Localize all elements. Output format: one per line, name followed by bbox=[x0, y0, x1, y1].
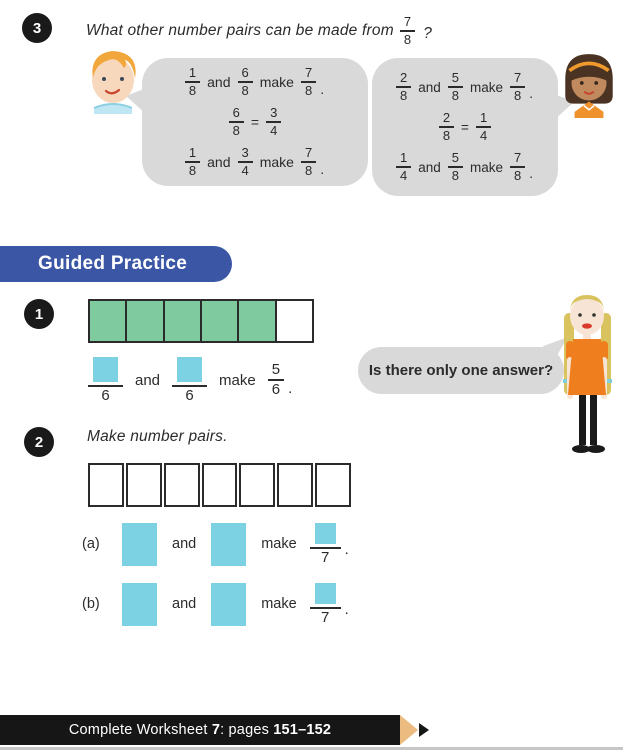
guided-practice-banner bbox=[0, 246, 232, 282]
fraction-denominator: 7 bbox=[321, 548, 330, 566]
bubble-tail-left bbox=[126, 88, 146, 114]
footer-text bbox=[69, 722, 331, 738]
text: . bbox=[320, 160, 325, 177]
fraction bbox=[448, 71, 463, 102]
answer-box[interactable] bbox=[122, 523, 157, 566]
fraction-denominator: 4 bbox=[270, 123, 278, 138]
fraction-denominator: 8 bbox=[399, 88, 408, 103]
fraction-numerator: 3 bbox=[266, 106, 281, 123]
footer-text-segment: Complete Worksheet bbox=[68, 722, 212, 738]
row-equation bbox=[116, 583, 349, 626]
bar-cell bbox=[202, 463, 238, 507]
bar-cell bbox=[127, 301, 164, 341]
fraction-denominator: 6 bbox=[185, 386, 194, 404]
pencil-point-icon bbox=[419, 723, 429, 737]
text: . bbox=[344, 602, 349, 618]
fraction bbox=[396, 151, 411, 182]
bar-cell bbox=[164, 463, 200, 507]
fraction-numerator bbox=[172, 357, 207, 387]
fraction-numerator bbox=[310, 583, 341, 609]
fraction bbox=[301, 66, 316, 97]
fraction-numerator bbox=[310, 523, 341, 549]
text: . bbox=[529, 166, 533, 181]
fraction bbox=[510, 71, 525, 102]
bar-cell bbox=[90, 301, 127, 341]
fraction bbox=[185, 146, 200, 177]
fraction-denominator: 8 bbox=[232, 123, 240, 138]
fraction bbox=[476, 111, 491, 142]
item-1-equation bbox=[84, 356, 292, 404]
answer-fraction bbox=[310, 523, 341, 566]
text: = bbox=[250, 114, 260, 130]
fraction bbox=[268, 362, 284, 398]
speech-bubble-girl bbox=[372, 58, 558, 196]
bar-cell bbox=[239, 463, 275, 507]
fraction-bar-sixths bbox=[88, 299, 314, 343]
bubble-line bbox=[376, 107, 554, 147]
fraction-numerator: 7 bbox=[301, 146, 316, 163]
fraction-denominator: 4 bbox=[241, 163, 249, 178]
fraction-denominator: 6 bbox=[101, 386, 110, 404]
fraction-denominator: 8 bbox=[188, 163, 197, 178]
fraction-denominator: 8 bbox=[403, 32, 412, 47]
text: make bbox=[261, 536, 297, 552]
bubble-line bbox=[148, 102, 362, 142]
fraction-numerator: 1 bbox=[185, 66, 200, 83]
text: . bbox=[320, 80, 325, 97]
text: . bbox=[344, 542, 349, 558]
fraction-denominator: 8 bbox=[442, 128, 451, 143]
fraction-denominator: 8 bbox=[514, 88, 522, 103]
fraction bbox=[238, 146, 253, 177]
fraction-numerator: 6 bbox=[229, 106, 244, 123]
fraction-numerator: 7 bbox=[510, 151, 525, 168]
fraction-numerator: 2 bbox=[396, 71, 411, 88]
footer-text-segment: 151–152 bbox=[273, 722, 332, 738]
fraction bbox=[448, 151, 463, 182]
text: ? bbox=[423, 25, 433, 42]
fraction-denominator: 8 bbox=[188, 83, 197, 98]
question-3-badge: 3 bbox=[22, 13, 52, 43]
answer-box[interactable] bbox=[177, 357, 202, 382]
fraction-numerator: 6 bbox=[238, 66, 253, 83]
text: and bbox=[207, 74, 231, 90]
girl-avatar bbox=[557, 52, 621, 118]
fraction bbox=[439, 111, 454, 142]
hint-bubble bbox=[358, 347, 564, 394]
text: and bbox=[135, 371, 161, 389]
fraction bbox=[301, 146, 316, 177]
fraction-numerator: 3 bbox=[238, 146, 253, 163]
item-2-badge: 2 bbox=[24, 427, 54, 457]
footer-text-segment: : pages bbox=[220, 722, 274, 738]
fraction bbox=[396, 71, 411, 102]
fraction bbox=[510, 151, 525, 182]
fraction-numerator: 7 bbox=[301, 66, 316, 83]
fraction-bar-sevenths bbox=[88, 463, 351, 507]
fraction bbox=[266, 106, 281, 137]
bar-cell bbox=[239, 301, 276, 341]
speech-bubble-boy bbox=[142, 58, 368, 186]
text: make bbox=[261, 596, 297, 612]
fraction-numerator: 1 bbox=[185, 146, 200, 163]
pencil-tip-icon bbox=[400, 715, 418, 745]
bar-cell bbox=[277, 463, 313, 507]
fraction-denominator: 8 bbox=[451, 168, 459, 183]
row-equation bbox=[116, 523, 349, 566]
item-1-badge: 1 bbox=[24, 299, 54, 329]
footer-text-segment: 7 bbox=[211, 722, 221, 738]
bubble-line bbox=[148, 142, 362, 182]
text: . bbox=[529, 86, 533, 101]
fraction-numerator: 7 bbox=[400, 15, 415, 32]
text: make bbox=[469, 159, 503, 175]
answer-box[interactable] bbox=[211, 523, 246, 566]
standing-girl-icon bbox=[551, 291, 623, 457]
practice-row-a bbox=[82, 518, 349, 570]
fraction-denominator: 7 bbox=[321, 608, 330, 626]
fraction-denominator: 8 bbox=[451, 88, 459, 103]
fraction-numerator: 1 bbox=[476, 111, 491, 128]
fraction-denominator: 4 bbox=[479, 128, 488, 143]
guided-practice-label: Guided Practice bbox=[38, 253, 188, 274]
fraction-numerator: 7 bbox=[510, 71, 525, 88]
bar-cell bbox=[315, 463, 351, 507]
fraction-numerator: 2 bbox=[439, 111, 454, 128]
text: and bbox=[172, 596, 197, 612]
text: make bbox=[259, 74, 294, 90]
row-label: (a) bbox=[82, 536, 100, 552]
answer-box[interactable] bbox=[211, 583, 246, 626]
page-bottom-edge bbox=[0, 747, 623, 750]
text: make bbox=[259, 154, 294, 170]
standing-girl-avatar bbox=[551, 291, 623, 457]
answer-fraction bbox=[172, 357, 207, 404]
text: and bbox=[418, 79, 441, 95]
fraction-numerator bbox=[88, 357, 123, 387]
bubble-line bbox=[376, 147, 554, 187]
fraction bbox=[229, 106, 244, 137]
fraction-denominator: 8 bbox=[304, 83, 313, 98]
bar-cell bbox=[88, 463, 124, 507]
answer-box[interactable] bbox=[315, 583, 336, 604]
text: and bbox=[418, 159, 441, 175]
item-2-title: Make number pairs. bbox=[87, 428, 228, 445]
text: What other number pairs can be made from bbox=[86, 22, 394, 39]
answer-box[interactable] bbox=[315, 523, 336, 544]
text: . bbox=[288, 379, 293, 397]
fraction bbox=[238, 66, 253, 97]
fraction-numerator: 5 bbox=[448, 151, 463, 168]
fraction-numerator: 1 bbox=[396, 151, 411, 168]
answer-fraction bbox=[88, 357, 123, 404]
fraction bbox=[400, 15, 415, 46]
bar-cell bbox=[277, 301, 312, 341]
fraction-denominator: 6 bbox=[271, 381, 281, 398]
fraction-numerator: 5 bbox=[448, 71, 463, 88]
hint-text: Is there only one answer? bbox=[368, 362, 554, 379]
fraction-denominator: 8 bbox=[304, 163, 313, 178]
fraction-denominator: 8 bbox=[241, 83, 249, 98]
text: make bbox=[469, 79, 503, 95]
bar-cell bbox=[202, 301, 239, 341]
text: = bbox=[461, 119, 469, 135]
fraction bbox=[185, 66, 200, 97]
bar-cell bbox=[165, 301, 202, 341]
bubble-line bbox=[148, 62, 362, 102]
answer-box[interactable] bbox=[93, 357, 118, 382]
fraction-denominator: 4 bbox=[399, 168, 408, 183]
row-label: (b) bbox=[82, 596, 100, 612]
text: and bbox=[207, 154, 231, 170]
bubble-line bbox=[376, 67, 554, 107]
answer-fraction bbox=[310, 583, 341, 626]
text: and bbox=[172, 536, 197, 552]
question-3-text bbox=[84, 10, 434, 52]
fraction-denominator: 8 bbox=[514, 168, 522, 183]
fraction-numerator: 5 bbox=[268, 362, 284, 381]
bar-cell bbox=[126, 463, 162, 507]
footer-banner bbox=[0, 715, 400, 745]
girl-face-icon bbox=[557, 52, 621, 118]
text: make bbox=[219, 371, 256, 389]
answer-box[interactable] bbox=[122, 583, 157, 626]
practice-row-b bbox=[82, 578, 349, 630]
